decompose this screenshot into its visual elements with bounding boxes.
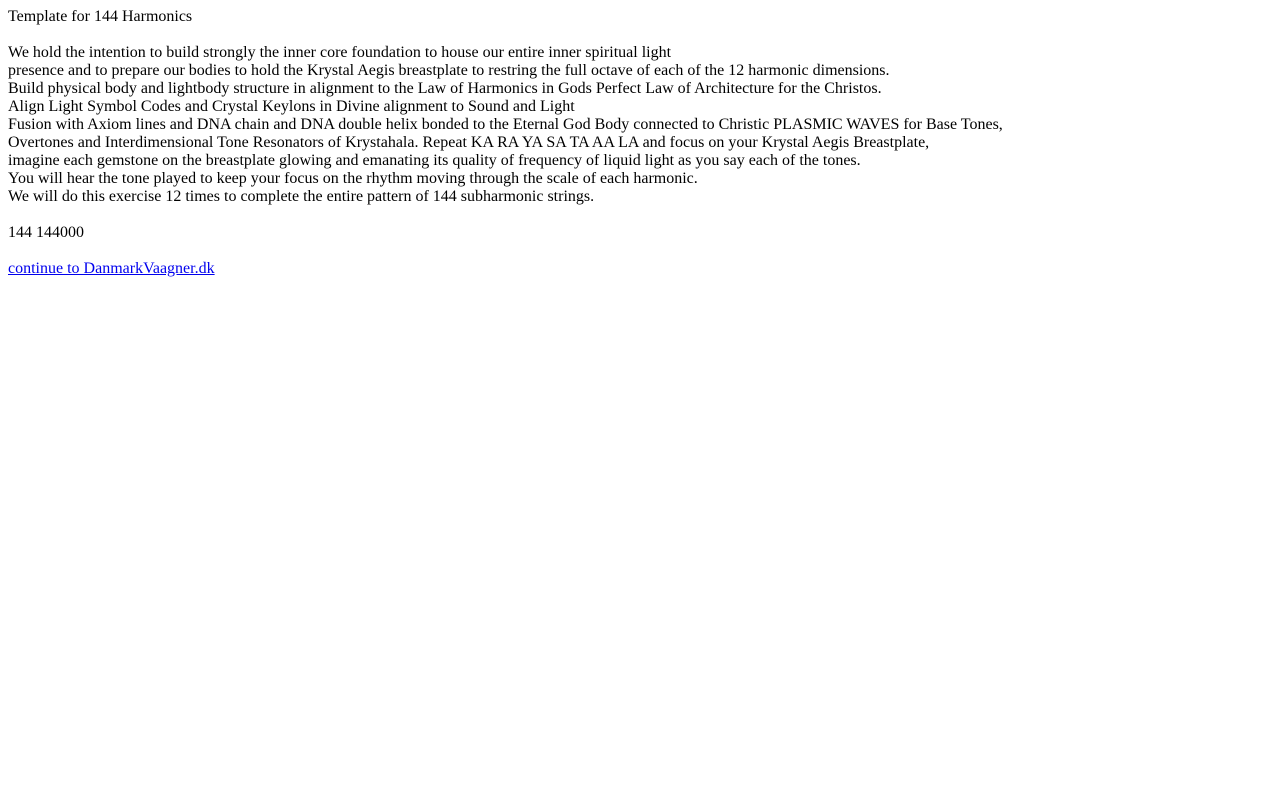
- intro-line: Build physical body and lightbody structure in alignment to the Law of Harmonics in Gods Perfect Law of Architecture for the Christos.: [8, 80, 882, 97]
- continue-link[interactable]: continue to DanmarkVaagner.dk: [8, 260, 215, 277]
- intro-line: You will hear the tone played to keep your focus on the rhythm moving through the scale of each harmonic.: [8, 170, 698, 187]
- intro-line: presence and to prepare our bodies to hold the Krystal Aegis breastplate to restring the full octave of each of the 12 harmonic dimensions.: [8, 62, 890, 79]
- intro-line: Fusion with Axiom lines and DNA chain and DNA double helix bonded to the Eternal God Body connected to Christic PLASMIC WAVES for Base Tones,: [8, 116, 1003, 133]
- spacer: [8, 26, 1272, 44]
- intro-line: imagine each gemstone on the breastplate glowing and emanating its quality of frequency of liquid light as you say each of the tones.: [8, 152, 861, 169]
- page-content: [8, 8, 1272, 278]
- continue-link-row: [8, 260, 1272, 278]
- page-title: Template for 144 Harmonics: [8, 8, 193, 25]
- spacer: [8, 242, 1272, 260]
- intro-line: We will do this exercise 12 times to complete the entire pattern of 144 subharmonic strings.: [8, 188, 595, 205]
- spacer: [8, 206, 1272, 224]
- intro-line: Overtones and Interdimensional Tone Resonators of Krystahala. Repeat KA RA YA SA TA AA LA and focus on your Krystal Aegis Breastplate,: [8, 134, 930, 151]
- numbers-line: 144 144000: [8, 224, 84, 241]
- intro-line: We hold the intention to build strongly the inner core foundation to house our entire inner spiritual light: [8, 44, 672, 61]
- intro-line: Align Light Symbol Codes and Crystal Keylons in Divine alignment to Sound and Light: [8, 98, 575, 115]
